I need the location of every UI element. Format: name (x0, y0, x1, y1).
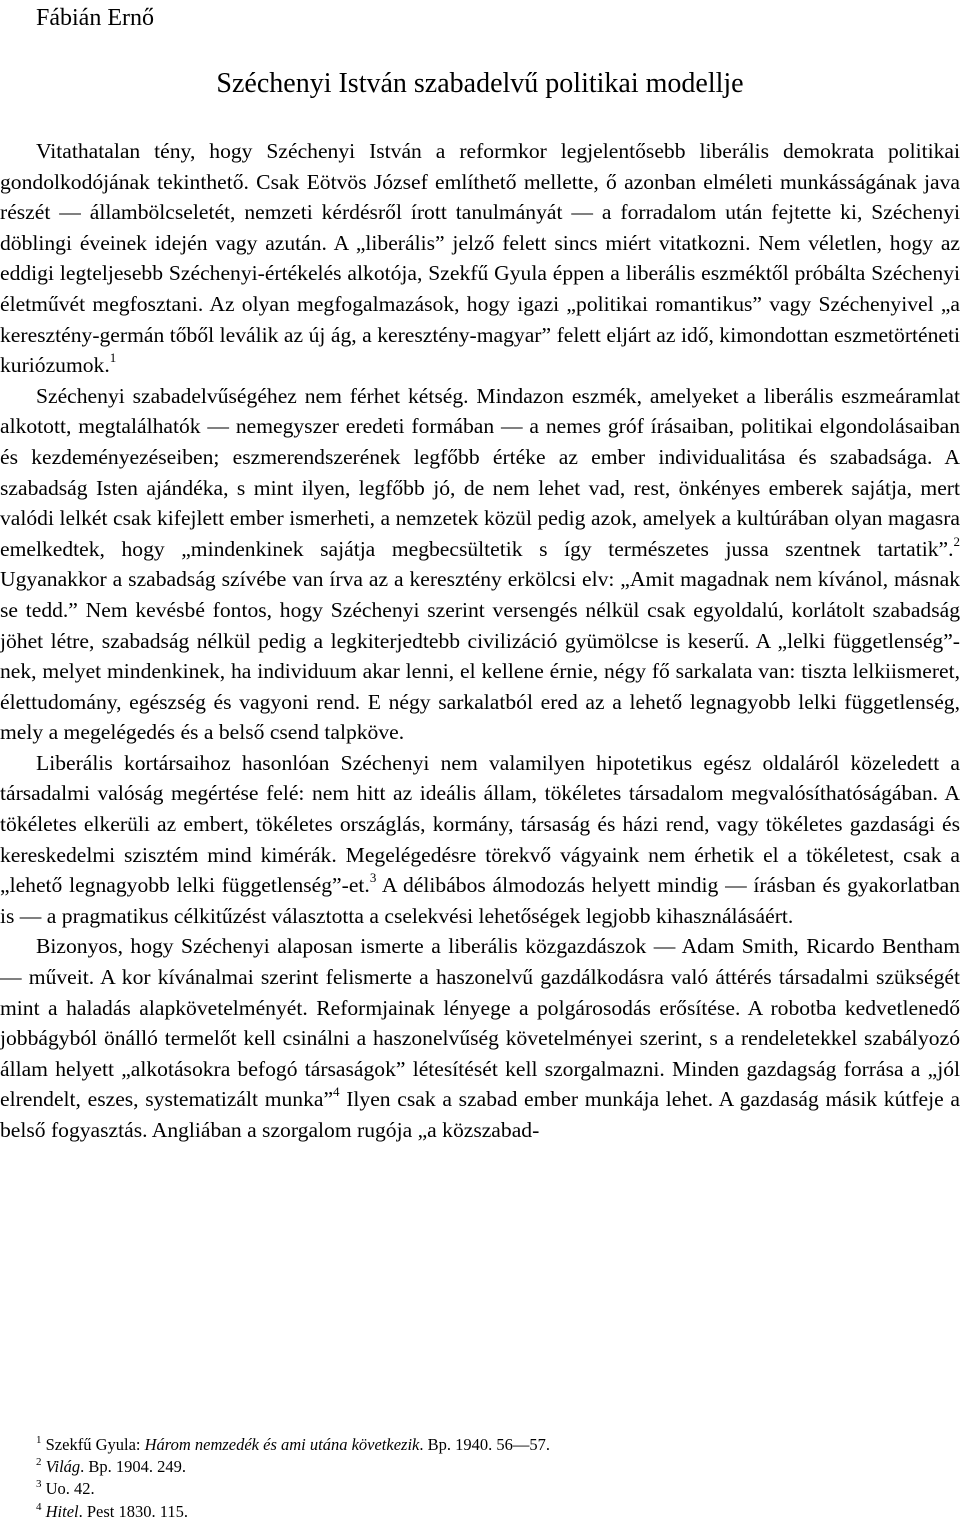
footnote-ref[interactable]: 4 (333, 1084, 340, 1100)
footnote (36, 1434, 936, 1456)
paragraph-text: A délibábos álmodozás helyett mindig — írásban és gyakorlatban is — a pragmatikus célkitűzést választotta a cselekvési lehetőségek legjobb kihasználásáért. (0, 873, 960, 928)
footnote (36, 1501, 936, 1523)
footnote-text: . Pest 1830. 115. (78, 1501, 189, 1521)
footnote-ref[interactable]: 2 (953, 533, 960, 549)
footnote-number: 2 (36, 1456, 42, 1469)
footnote-ref[interactable]: 1 (109, 350, 117, 366)
paragraph-text: Vitathatalan tény, hogy Széchenyi István a reformkor legjelentősebb liberális demokrata politikai gondolkodójának tekinthető. Csak Eötvös József említhető mellette, ő azonban elméleti munkásságának java részét — állambölcseletét, nemzeti kérdésről írott tanulmányát — a forradalom után fejtette ki, Széchenyi döblingi éveinek idején vagy azután. A „liberális” jelző felett sincs miért vitatkozni. Nem véletlen, hogy az eddigi legteljesebb Széchenyi-értékelés alkotója, Szekfű Gyula éppen a liberális eszméktől próbálta Széchenyi életművét megfosztani. Az olyan megfogalmazások, hogy igazi „politikai romantikus” vagy Széchenyivel „a keresztény-germán tőből leválik az új ág, a keresztény-magyar” felett eljárt az idő, kimondottan eszmetörténeti kuriózumok. (0, 139, 960, 378)
footnote-ref[interactable]: 3 (369, 870, 377, 886)
footnote-text: Uo. 42. (45, 1479, 95, 1499)
footnote-number: 1 (36, 1434, 42, 1446)
paragraph-text: Széchenyi szabadelvűségéhez nem férhet kétség. Mindazon eszmék, amelyeket a liberális eszmeáramlat alkotott, megtalálhatók — nemegyszer eredeti formában — a nemes gróf írásaiban, politikai elgondolásaiban és kezdeményezéseiben; eszmerendszerének legfőbb értéke az ember individualitása és szabadsága. A szabadság Isten ajándéka, s mint ilyen, legfőbb jó, de nem lehet vad, rest, önkényes emberek sajátja, mert valódi lelkét csak kifejlett ember ismerheti, a nemzetek közül pedig azok, amelyek a kultúrában olyan magasra emelkedtek, hogy „mindenkinek sajátja megbecsültetik s így természetes jussa szentnek tartatik”. (0, 383, 960, 561)
paragraph-text: Ilyen csak a szabad ember munkája lehet. A gazdaság másik kútfeje a belső fogyasztás. Angliában a szorgalom rugója „a közszabad- (0, 1087, 960, 1142)
paragraph (0, 136, 960, 381)
author-name: Fábián Ernő (36, 5, 154, 31)
footnote-number: 4 (36, 1500, 42, 1513)
paragraph-text: Bizonyos, hogy Széchenyi alaposan ismerte a liberális közgazdászok — Adam Smith, Ricardo Bentham — műveit. A kor kívánalmai szerint felismerte a haszonelvű gazdálkodásra való áttérés társadalmi szükségét mint a haladás alapkövetelményét. Reformjainak lényege a polgárosodás erősítése. A robotba kedvetlenedő jobbágyból önálló termelőt kell csinálni a haszonelvűség követelményei szerint, s a rendeletekkel szabályozó állam helyett „alkotásokra befogó társaságok” létesítését kell szorgalmazni. Minden gazdagság forrása a „jól elrendelt, eszes, systematizált munka” (0, 934, 960, 1112)
paragraph (0, 748, 960, 932)
paragraph (0, 381, 960, 748)
footnotes (36, 1434, 936, 1523)
footnote (36, 1478, 936, 1500)
footnote-work-title: Három nemzedék és ami utána következik (144, 1435, 420, 1454)
paragraph-text: Ugyanakkor a szabadság szívébe van írva az a keresztény erkölcsi elv: „Amit magadnak nem kívánol, másnak se tedd.” Nem kevésbé fontos, hogy Széchenyi szerint versengés nélkül csak egyoldalú, korlátolt szabadság jöhet létre, szabadság nélkül pedig a legkiterjedtebb civilizáció gyümölcse is keserű. A „lelki függetlenség”-nek, melyet mindenkinek, ha individuum akar lenni, el kellene érnie, négy fő sarkalata van: tiszta lelkiismeret, élettudomány, egészség és vagyoni rend. E négy sarkalatból ered az a lehető legnagyobb lelki függetlenség, mely a megelégedés és a belső csend talpköve. (0, 567, 960, 745)
footnote-text: . Bp. 1904. 249. (80, 1457, 187, 1477)
footnote-number: 3 (36, 1478, 42, 1491)
footnote-text: Szekfű Gyula: (45, 1435, 145, 1454)
footnote-text: . Bp. 1940. 56—57. (419, 1435, 551, 1454)
paragraph-text: Liberális kortársaihoz hasonlóan Széchenyi nem valamilyen hipotetikus egész oldaláról közeledett a társadalmi valóság megértése felé: nem hitt az ideális állam, tökéletes társadalom megvalósíthatóságában. A tökéletes elkerüli az embert, tökéletes országlás, kormány, társaság és házi rend, vagy tökéletes gazdasági és kereskedelmi szisztém mind kimérák. Megelégedésre törekvő vágyaink nem érhetik el a tökéletest, csak a „lehető legnagyobb lelki függetlenség”-et. (0, 750, 960, 898)
body-text (0, 136, 960, 1146)
footnote (36, 1456, 936, 1478)
document-title: Széchenyi István szabadelvű politikai modellje (216, 68, 744, 99)
paragraph (0, 931, 960, 1145)
footnote-work-title: Hitel (45, 1501, 79, 1521)
footnote-work-title: Világ (45, 1457, 81, 1477)
